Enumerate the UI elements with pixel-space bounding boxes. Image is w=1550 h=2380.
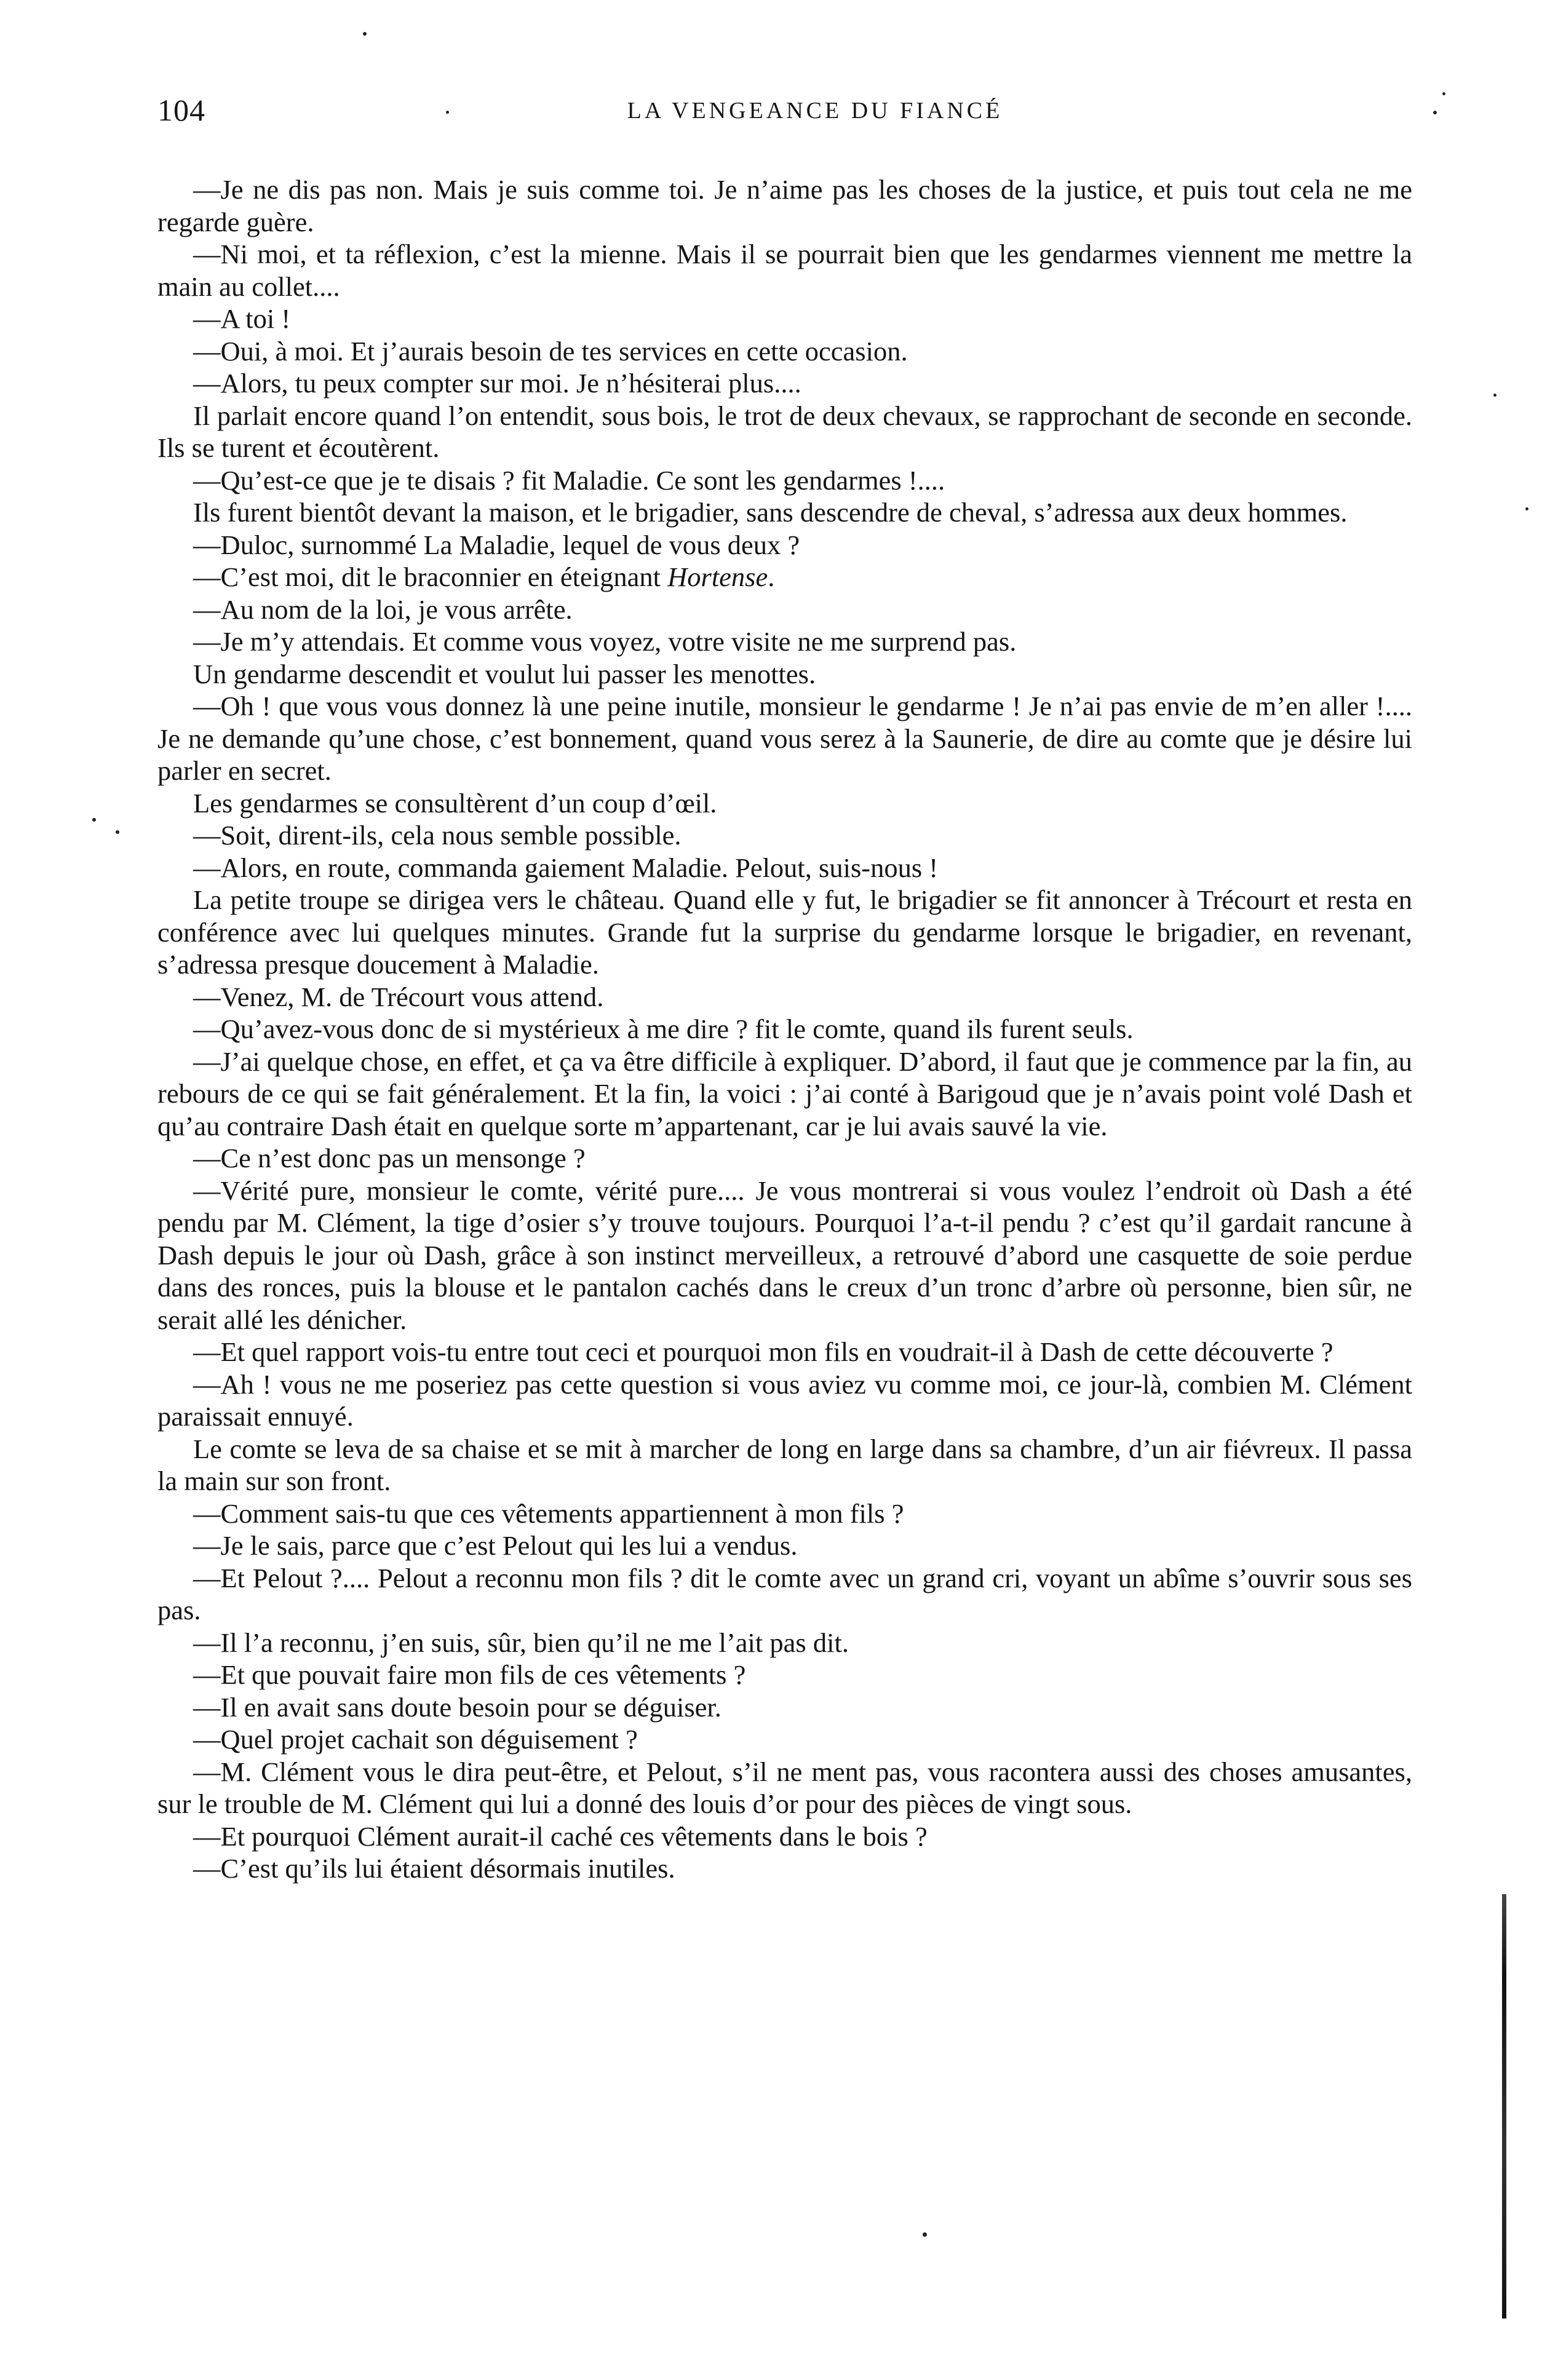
scan-speck — [1493, 394, 1496, 397]
running-title: LA VENGEANCE DU FIANCÉ — [627, 98, 1003, 124]
paragraph: —Il en avait sans doute besoin pour se déguiser. — [193, 1691, 721, 1723]
paragraph: Il parlait encore quand l’on entendit, sous bois, le trot de deux chevaux, se rapprochant de seconde en seconde. Ils se turent et écoutèrent. — [157, 400, 1412, 463]
paragraph: —Je le sais, parce que c’est Pelout qui les lui a vendus. — [193, 1530, 798, 1561]
paragraph: —Quel projet cachait son déguisement ? — [193, 1724, 638, 1755]
paragraph: —M. Clément vous le dira peut-être, et Pelout, s’il ne ment pas, vous racontera aussi des choses amusantes, sur le trouble de M. Clément qui lui a donné des louis d’or pour des pièces de vingt sous. — [157, 1756, 1412, 1819]
paragraph: —Au nom de la loi, je vous arrête. — [193, 593, 573, 625]
paragraph: —Venez, M. de Trécourt vous attend. — [193, 981, 604, 1012]
scan-speck — [1525, 507, 1528, 510]
paragraph: —Et que pouvait faire mon fils de ces vêtements ? — [193, 1659, 746, 1690]
paragraph: —Et pourquoi Clément aurait-il caché ces vêtements dans le bois ? — [193, 1820, 928, 1852]
paragraph: La petite troupe se dirigea vers le château. Quand elle y fut, le brigadier se fit annoncer à Trécourt et resta en conférence avec lui quelques minutes. Grande fut la surprise du gendarme lorsque le brigadier, en revenant, s’adressa presque doucement à Maladie. — [157, 884, 1412, 980]
paragraph: Les gendarmes se consultèrent d’un coup d’œil. — [193, 787, 717, 819]
paragraph: —Qu’est-ce que je te disais ? fit Maladie. Ce sont les gendarmes !.... — [193, 464, 945, 496]
paragraph: —A toi ! — [193, 303, 291, 334]
paragraph: Un gendarme descendit et voulut lui passer les menottes. — [193, 658, 816, 689]
scan-speck — [116, 830, 119, 834]
paragraph: Ils furent bientôt devant la maison, et le brigadier, sans descendre de cheval, s’adressa aux deux hommes. — [193, 497, 1348, 528]
paragraph: —C’est qu’ils lui étaient désormais inutiles. — [193, 1853, 675, 1884]
scan-edge-mark — [1502, 1894, 1506, 2319]
paragraph: —Soit, dirent-ils, cela nous semble possible. — [193, 820, 682, 851]
scan-speck — [1442, 92, 1445, 95]
paragraph: —Je ne dis pas non. Mais je suis comme toi. Je n’aime pas les choses de la justice, et puis tout cela ne me regarde guère. — [157, 174, 1412, 237]
paragraph: —Et Pelout ?.... Pelout a reconnu mon fils ? dit le comte avec un grand cri, voyant un abîme s’ouvrir sous ses pas. — [157, 1562, 1412, 1625]
paragraph: —Et quel rapport vois-tu entre tout ceci et pourquoi mon fils en voudrait-il à Dash de cette découverte ? — [193, 1336, 1333, 1367]
paragraph: —Qu’avez-vous donc de si mystérieux à me dire ? fit le comte, quand ils furent seuls. — [193, 1013, 1134, 1044]
scan-speck — [363, 32, 367, 36]
paragraph: —Ah ! vous ne me poseriez pas cette question si vous aviez vu comme moi, ce jour-là, combien M. Clément paraissait ennuyé. — [157, 1368, 1412, 1432]
paragraph: —Oh ! que vous vous donnez là une peine inutile, monsieur le gendarme ! Je n’ai pas envie de m’en aller !.... Je ne demande qu’une chose, c’est bonnement, quand vous serez à la Saunerie, de dire au comte que je désire lui parler en secret. — [157, 691, 1412, 786]
paragraph: —Oui, à moi. Et j’aurais besoin de tes services en cette occasion. — [193, 335, 908, 367]
scan-speck — [923, 2232, 927, 2237]
paragraph: —Duloc, surnommé La Maladie, lequel de vous deux ? — [193, 529, 800, 560]
paragraph: —Il l’a reconnu, j’en suis, sûr, bien qu’il ne me l’ait pas dit. — [193, 1627, 849, 1658]
paragraph: —Ce n’est donc pas un mensonge ? — [193, 1143, 586, 1173]
page-number: 104 — [157, 93, 205, 127]
paragraph: —J’ai quelque chose, en effet, et ça va être difficile à expliquer. D’abord, il faut que je commence par la fin, au rebours de ce qui se fait généralement. Et la fin, la voici : j’ai conté à Barigoud que je n’avais point volé Dash et qu’au contraire Dash était en quelque sorte m’appartenant, car je lui avais sauvé la vie. — [157, 1045, 1412, 1141]
italic-name: Hortense — [667, 561, 768, 592]
scan-speck — [92, 818, 96, 822]
page-body — [157, 173, 1412, 1885]
scan-speck — [1433, 111, 1437, 114]
paragraph: —Comment sais-tu que ces vêtements appartiennent à mon fils ? — [193, 1497, 904, 1529]
paragraph: —Ni moi, et ta réflexion, c’est la mienne. Mais il se pourrait bien que les gendarmes viennent me mettre la main au collet.... — [157, 239, 1412, 302]
paragraph: —Vérité pure, monsieur le comte, vérité pure.... Je vous montrerai si vous voulez l’endroit où Dash a été pendu par M. Clément, la tige d’osier s’y trouve toujours. Pourquoi l’a-t-il pendu ? c’est qu’il gardait rancune à Dash depuis le jour où Dash, grâce à son instinct merveilleux, a retrouvé d’abord une casquette de soie perdue dans des ronces, puis la blouse et le pantalon cachés dans le creux d’un tronc d’arbre où personne, bien sûr, ne serait allé les dénicher. — [157, 1175, 1412, 1335]
paragraph: Le comte se leva de sa chaise et se mit à marcher de long en large dans sa chambre, d’un air fiévreux. Il passa la main sur son front. — [157, 1433, 1412, 1496]
paragraph: —Alors, tu peux compter sur moi. Je n’hésiterai plus.... — [193, 368, 801, 399]
scan-speck — [446, 111, 449, 114]
paragraph: —C’est moi, dit le braconnier en éteignant Hortense. — [193, 561, 775, 592]
paragraph: —Je m’y attendais. Et comme vous voyez, votre visite ne me surprend pas. — [193, 626, 1017, 657]
paragraph: —Alors, en route, commanda gaiement Maladie. Pelout, suis-nous ! — [193, 852, 939, 883]
